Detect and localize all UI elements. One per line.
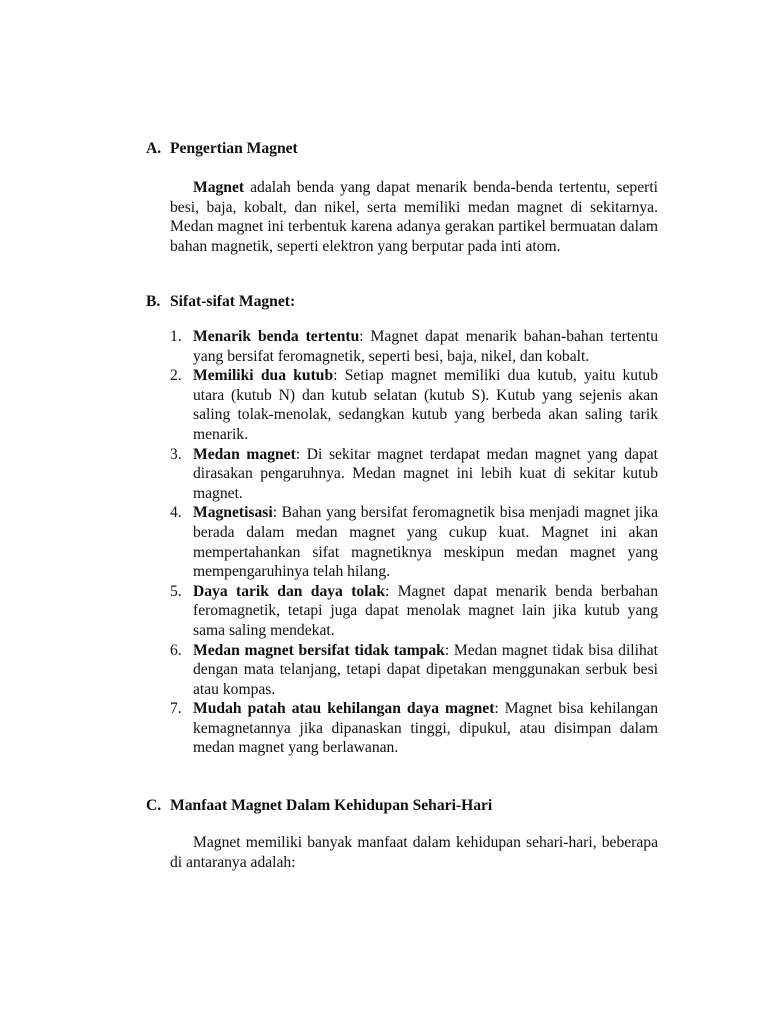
list-item-term: Mudah patah atau kehilangan daya magnet [193,700,495,718]
list-item [170,445,658,504]
list-item-description: : Di sekitar magnet terdapat medan magnet yang dapat dirasakan pengaruhnya. Medan magnet ini lebih kuat di sekitar kutub magnet. [193,445,658,502]
list-item-description: : Magnet dapat menarik benda berbahan feromagnetik, tetapi juga dapat menolak magnet lain jika kutub yang sama saling mendekat. [193,582,658,639]
list-item-number: 7. [170,700,182,718]
list-item-term: Daya tarik dan daya tolak [193,582,385,600]
list-item-number: 4. [170,504,182,522]
list-item-term: Memiliki dua kutub [193,367,334,385]
list-item [170,641,658,700]
list-item [170,699,658,758]
section-c-title: Manfaat Magnet Dalam Kehidupan Sehari-Hari [170,797,493,814]
list-item-description: : Magnet dapat menarik bahan-bahan tertentu yang bersifat feromagnetik, seperti besi, baja, nikel, dan kobalt. [193,328,658,365]
section-a-paragraph-text: adalah benda yang dapat menarik benda-benda tertentu, seperti besi, baja, kobalt, dan nikel, serta memiliki medan magnet di sekitarnya. Medan magnet ini terbentuk karena adanya gerakan partikel bermuatan dalam bahan magnetik, seperti elektron yang berputar pada inti atom. [170,179,658,255]
list-item [170,582,658,641]
list-item [170,366,658,444]
list-item-term: Menarik benda tertentu [193,328,360,345]
section-b-heading [146,292,295,312]
section-a-paragraph [170,178,658,256]
section-a-bold-term: Magnet [193,179,245,196]
list-item-description: : Setiap magnet memiliki dua kutub, yaitu kutub utara (kutub N) dan kutub selatan (kutub S). Kutub yang sejenis akan saling tolak-menolak, sedangkan kutub yang berbeda akan saling tarik menarik. [193,367,659,443]
list-item [170,327,658,366]
list-item-number: 2. [170,367,182,385]
list-item-number: 1. [170,328,182,345]
section-c-paragraph: Magnet memiliki banyak manfaat dalam kehidupan sehari-hari, beberapa di antaranya adalah: [170,834,658,871]
properties-list [170,327,658,758]
section-b-letter: B. [146,293,161,310]
list-item-term: Medan magnet [193,445,296,463]
section-c-heading [146,796,492,816]
list-item-description: : Bahan yang bersifat feromagnetik bisa menjadi magnet jika berada dalam medan magnet yang cukup kuat. Magnet ini akan mempertahankan sifat magnetiknya meskipun medan magnet yang mempengaruhinya telah hilang. [193,504,658,581]
section-a-letter: A. [146,140,162,157]
list-item-number: 6. [170,641,182,659]
list-item-term: Magnetisasi [193,504,273,522]
list-item-number: 3. [170,445,182,463]
section-c-letter: C. [146,797,162,814]
list-item-description: : Magnet bisa kehilangan kemagnetannya jika dipanaskan tinggi, dipukul, atau disimpan dalam medan magnet yang berlawanan. [193,700,658,757]
section-b-title: Sifat-sifat Magnet: [170,293,296,310]
section-a-title: Pengertian Magnet [170,140,298,157]
list-item-term: Medan magnet bersifat tidak tampak [193,641,445,659]
list-item [170,503,658,581]
list-item-description: : Medan magnet tidak bisa dilihat dengan mata telanjang, tetapi dapat dipetakan menggunakan serbuk besi atau kompas. [193,641,658,698]
section-a-heading [146,139,298,159]
list-item-number: 5. [170,582,182,600]
